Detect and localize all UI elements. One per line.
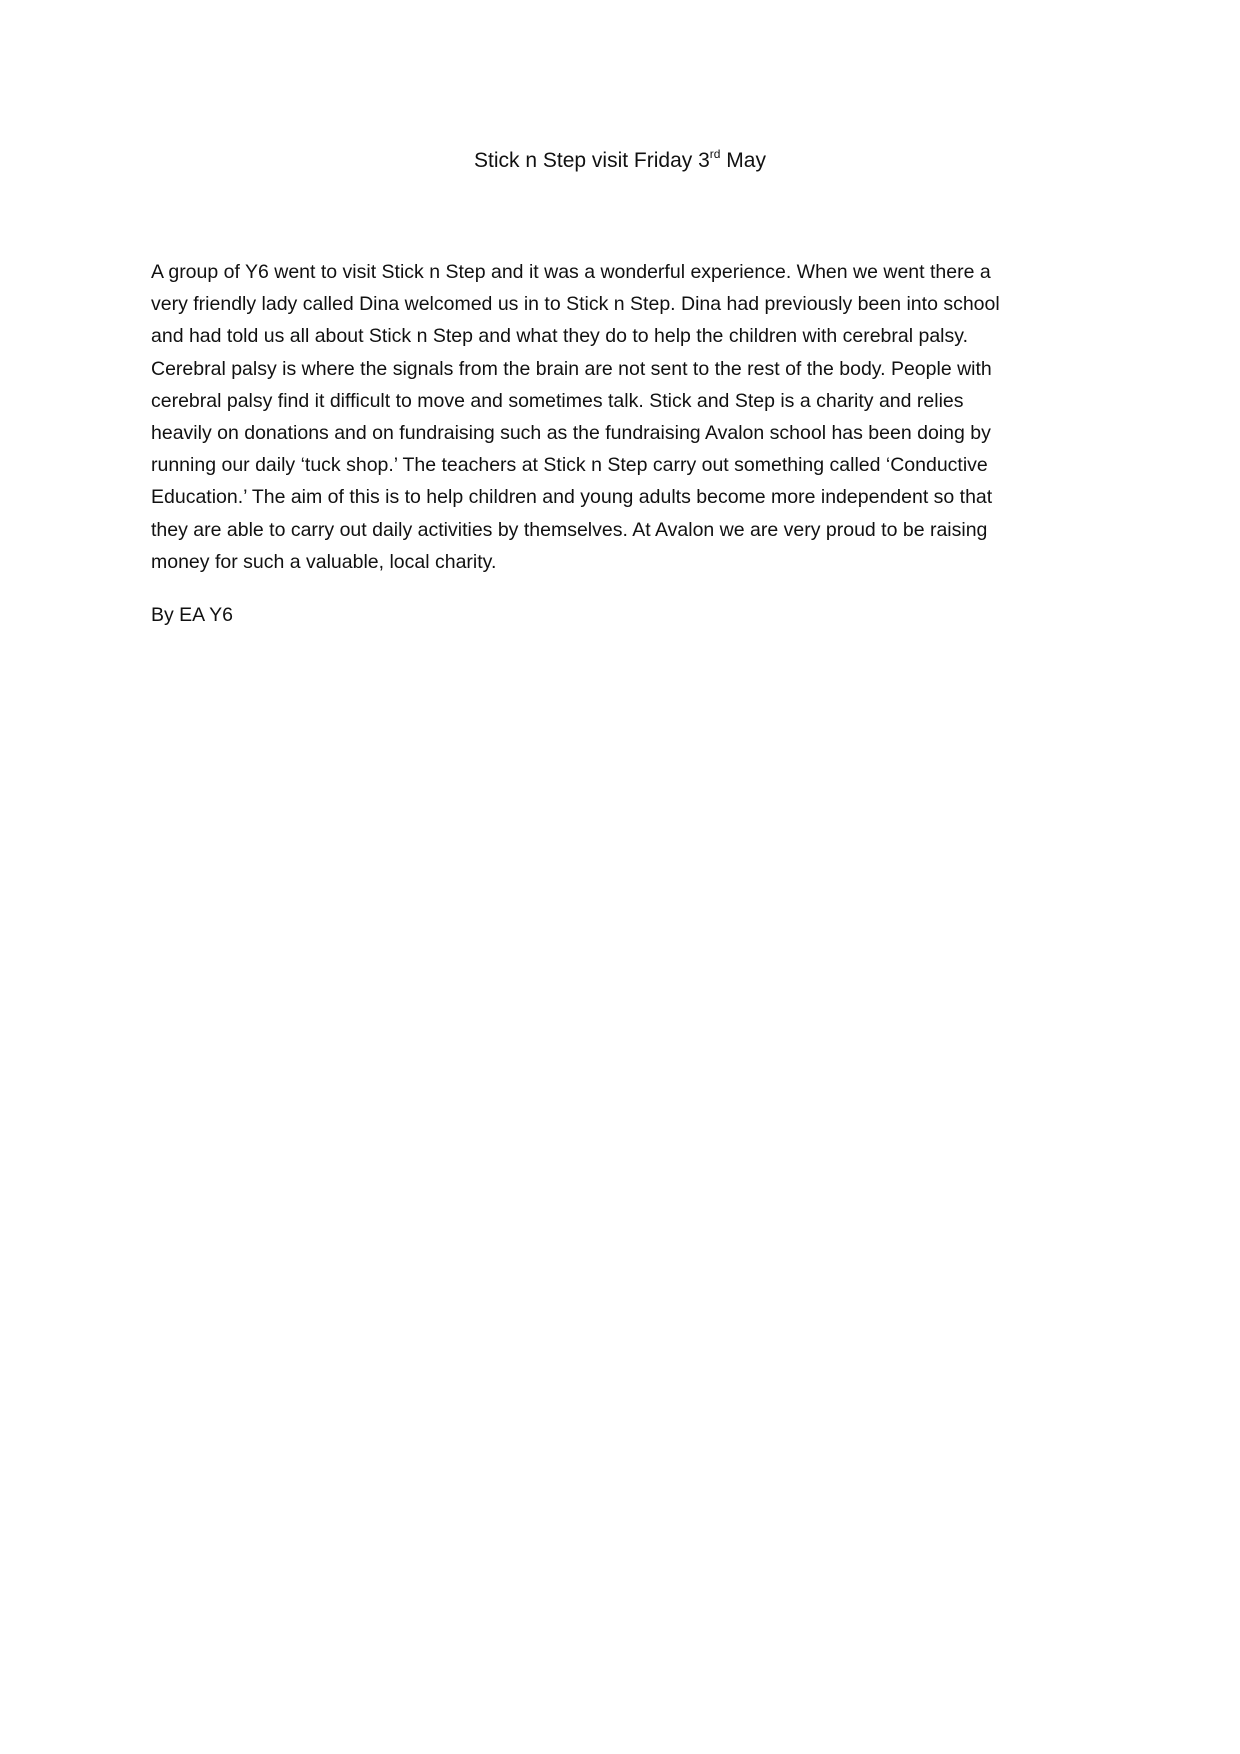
paragraph-line: cerebral palsy find it difficult to move and sometimes talk. Stick and Step is a charity and relies	[151, 389, 964, 412]
title-superscript: rd	[709, 147, 721, 161]
paragraph-line: heavily on donations and on fundraising such as the fundraising Avalon school has been doing by	[151, 422, 991, 445]
paragraph-line: money for such a valuable, local charity.	[151, 550, 497, 573]
paragraph-line: running our daily ‘tuck shop.’ The teachers at Stick n Step carry out something called ‘Conductive	[151, 454, 988, 477]
byline: By EA Y6	[151, 604, 234, 626]
paragraph-line: they are able to carry out daily activities by themselves. At Avalon we are very proud to be raising	[151, 518, 988, 541]
document-title	[0, 148, 1240, 173]
paragraph-line: Education.’ The aim of this is to help children and young adults become more independent so that	[151, 486, 993, 509]
body-paragraph	[151, 256, 1089, 578]
paragraph-line: Cerebral palsy is where the signals from the brain are not sent to the rest of the body. People with	[151, 357, 992, 380]
title-text-end: May	[720, 149, 766, 172]
paragraph-line: and had told us all about Stick n Step and what they do to help the children with cerebral palsy.	[151, 325, 968, 348]
paragraph-line: very friendly lady called Dina welcomed us in to Stick n Step. Dina had previously been into school	[151, 293, 1000, 316]
title-text: Stick n Step visit Friday 3	[474, 149, 710, 172]
paragraph-line: A group of Y6 went to visit Stick n Step and it was a wonderful experience. When we went there a	[151, 261, 991, 283]
